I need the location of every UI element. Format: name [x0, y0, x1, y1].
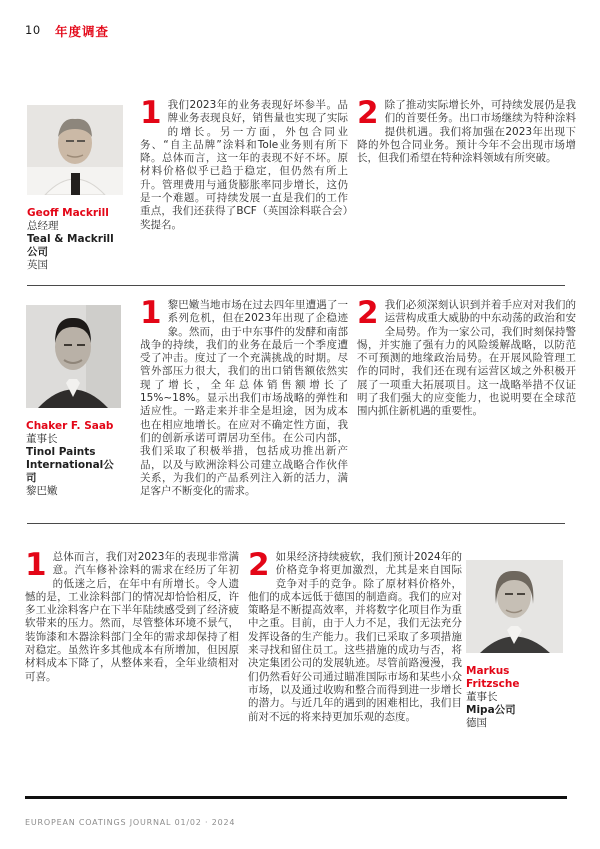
answer-text: 如果经济持续疲软，我们预计2024年的价格竞争将更加激烈，尤其是来自国际竞争对手的竞争。除了原材料价格外，他们的成本远低于德国的制造商。我们的应对策略是不断提高效率，并将数字化项目作为重中之重。目前，由于人力不足，我们无法充分发挥设备的生产能力。我们已采取了多项措施来寻找和留住员工。这些措施的成功与否，将决定集团公司的发展轨迹。尽管前路漫漫，我们仍然看好公司通过瞄准国际市场和某些小众市场，以及通过收购和整合而得到进一步增长的潜力。与近几年的遇到的困难相比，我们目前对不远的将来持更加乐观的态度。: [248, 551, 462, 723]
profile-chaker-saab: [26, 305, 121, 498]
person-name: Chaker F. Saab: [26, 420, 114, 432]
person-company: Teal & Mackrill公司: [27, 233, 114, 258]
interview3-answer2-column: [248, 547, 462, 724]
geoff-mackrill-photo: [27, 105, 123, 195]
section-divider: [27, 285, 565, 286]
person-name: Geoff Mackrill: [27, 207, 109, 219]
answer-number: 2: [357, 295, 379, 331]
answer-paragraph: [25, 547, 239, 684]
interview3-answer1-column: [25, 547, 239, 684]
profile-geoff-mackrill: [27, 105, 123, 272]
answer-paragraph: [140, 95, 348, 232]
person-company: Mipa公司: [466, 704, 516, 716]
answer-paragraph: [357, 295, 576, 419]
person-title: 董事长: [466, 691, 498, 703]
interview1-answer2-column: [357, 95, 576, 165]
section-title: 年度调查: [55, 24, 110, 39]
answer-text: 总体而言，我们对2023年的表现非常满意。汽车修补涂料的需求在经历了年初的低迷之后，在年中有所增长。令人遗憾的是，工业涂料部门的情况却恰恰相反，许多工业涂料客户在下半年陆续感受到了经济疲软带来的压力。然而，尽管整体环境不景气，装饰漆和木器涂料部门全年的需求却保持了相对稳定。虽然许多其他成本有所增加，但因原材料成本下降了，从整体来看，全年业绩相对可喜。: [25, 551, 239, 683]
caption-geoff-mackrill: [27, 207, 123, 272]
footer-rule: [25, 796, 567, 799]
answer-number: 2: [248, 547, 270, 583]
answer-paragraph: [357, 95, 576, 165]
caption-chaker-saab: [26, 420, 121, 498]
answer-number: 2: [357, 95, 379, 131]
interview1-answer1-column: [140, 95, 348, 232]
answer-text: 我们2023年的业务表现好坏参半。品牌业务表现良好，销售量也实现了实际的增长。另一方面，外包合同业务、“自主品牌”涂料和Tole业务则有所下降。总体而言，这一年的表现不好不坏。原材料价格似乎已趋于稳定，但仍然有所上升。管理费用与通货膨胀率同步增长，这仍是一个难题。可持续发展一直是我们的工作重点，我们还获得了BCF（英国涂料联合会）奖提名。: [140, 99, 348, 231]
chaker-saab-photo: [26, 305, 121, 408]
interview2-answer1-column: [140, 295, 348, 498]
answer-paragraph: [140, 295, 348, 498]
person-company: Tinol Paints International公司: [26, 446, 114, 484]
answer-number: 1: [140, 295, 162, 331]
page-number: 10: [25, 23, 41, 37]
journal-footer: EUROPEAN COATINGS JOURNAL 01/02 · 2024: [25, 818, 236, 827]
caption-markus-fritzsche: [466, 665, 563, 730]
answer-text: 我们必须深刻认识到并着手应对对我们的运营构成重大威胁的中东动荡的政治和安全局势。作为一家公司，我们时刻保持警惕，并实施了强有力的风险缓解战略，以防范不可预测的地缘政治局势。在开展风险管理工作的同时，我们还在现有运营区域之外积极开展了一项重大拓展项目。这一战略举措不仅证明了我们强大的应变能力，也说明要在全球范围内抓住新机遇的重要性。: [357, 299, 576, 418]
profile-markus-fritzsche: [466, 560, 563, 730]
answer-number: 1: [140, 95, 162, 131]
person-title: 总经理: [27, 220, 59, 232]
person-name: Markus Fritzsche: [466, 665, 520, 690]
answer-number: 1: [25, 547, 47, 583]
person-country: 英国: [27, 259, 48, 271]
answer-text: 除了推动实际增长外，可持续发展仍是我们的首要任务。出口市场继续为特种涂料提供机遇。我们将加强在2023年出现下降的外包合同业务。预计今年不会出现市场增长，但我们希望在特种涂料领域有所突破。: [357, 99, 576, 165]
interview2-answer2-column: [357, 295, 576, 419]
person-title: 董事长: [26, 433, 58, 445]
section-divider: [27, 523, 565, 524]
person-country: 黎巴嫩: [26, 485, 58, 497]
answer-paragraph: [248, 547, 462, 724]
markus-fritzsche-photo: [466, 560, 563, 653]
answer-text: 黎巴嫩当地市场在过去四年里遭遇了一系列危机，但在2023年出现了企稳迹象。然而，由于中东事件的发酵和南部战争的持续，我们的业务在最后一个季度遭受了冲击。度过了一个充满挑战的时期。尽管外部压力很大，我们的出口销售额依然实现了增长，全年总体销售额增长了15%~18%。显示出我们市场战略的弹性和适应性。一路走来并非全是坦途，因为成本也在相应地增长。在应对不确定性方面，我们的创新承诺可谓居功至伟。在公司内部，我们采取了积极举措，包括成功推出新产品，以及与欧洲涂料公司建立战略合作伙伴关系，为我们的产品系列注入新的活力，满足客户不断变化的需求。: [140, 299, 348, 498]
person-country: 德国: [466, 717, 487, 729]
